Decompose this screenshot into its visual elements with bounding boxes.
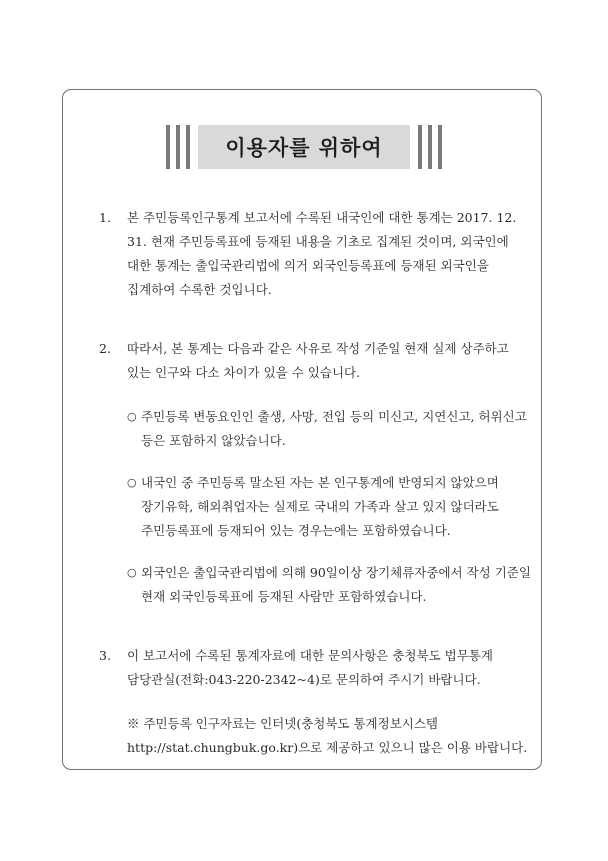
title-bar-stripe (428, 125, 432, 169)
bullet-text (141, 561, 531, 609)
notice-content (99, 206, 531, 795)
section-number: 2. (99, 341, 111, 356)
title-bar-stripe (438, 125, 442, 169)
section-text (127, 644, 528, 760)
text-line: 주민등록표에 등재되어 있는 경우는에는 포함하였습니다. (141, 523, 451, 538)
text-line: 장기유학, 해외취업자는 실제로 국내의 가족과 살고 있지 않더라도 (141, 499, 499, 514)
section-text (127, 337, 531, 609)
section-1 (99, 206, 519, 302)
title-bar-stripe (166, 125, 170, 169)
section-number: 3. (99, 648, 111, 663)
text-line: 본 주민등록인구통계 보고서에 수록된 내국인에 대한 통계는 2017. 12. (127, 210, 517, 225)
circle-bullet-icon: ○ (127, 566, 137, 579)
text-line: 등은 포함하지 않았습니다. (141, 433, 286, 448)
bullet-item (127, 561, 531, 609)
text-line: 따라서, 본 통계는 다음과 같은 사유로 작성 기준일 현재 실제 상주하고 (127, 341, 509, 356)
section-number: 1. (99, 210, 111, 225)
text-line: 대한 통계는 출입국관리법에 의거 외국인등록표에 등재된 외국인을 (127, 258, 489, 273)
text-line: 현재 외국인등록표에 등재된 사람만 포함하였습니다. (141, 589, 427, 604)
title-bar-stripe (418, 125, 422, 169)
page-title: 이용자를 위하여 (198, 125, 410, 169)
text-line: 외국인은 출입국관리법에 의해 90일이상 장기체류자중에서 작성 기준일 (141, 565, 531, 580)
text-line: 집계하여 수록한 것입니다. (127, 282, 272, 297)
text-line: 있는 인구와 다소 차이가 있을 수 있습니다. (127, 365, 361, 380)
text-line: 주민등록 변동요인인 출생, 사망, 전입 등의 미신고, 지연신고, 허위신고 (141, 409, 527, 424)
text-line: http://stat.chungbuk.go.kr)으로 제공하고 있으니 많은 이용 바랍니다. (127, 740, 528, 755)
circle-bullet-icon: ○ (127, 410, 137, 423)
text-line: 31. 현재 주민등록표에 등재된 내용을 기초로 집계된 것이며, 외국인에 (127, 234, 509, 249)
section-text (127, 206, 519, 302)
title-bar-stripe (176, 125, 180, 169)
bullet-text (141, 405, 527, 453)
bullet-text (141, 471, 519, 543)
text-line: 내국인 중 주민등록 말소된 자는 본 인구통계에 반영되지 않았으며 (141, 475, 499, 490)
text-line: 이 보고서에 수록된 통계자료에 대한 문의사항은 충청북도 법무통계 (127, 648, 493, 663)
section-3 (99, 644, 528, 760)
title-bar-stripe (186, 125, 190, 169)
title-banner (166, 125, 442, 169)
bullet-item (127, 405, 527, 453)
reference-note (127, 712, 528, 760)
text-line: 담당관실(전화:043-220-2342~4)로 문의하여 주시기 바랍니다. (127, 672, 481, 687)
section-2 (99, 337, 531, 609)
circle-bullet-icon: ○ (127, 476, 137, 489)
text-line: ※ 주민등록 인구자료는 인터넷(충청북도 통계정보시스템 (127, 716, 438, 731)
bullet-item (127, 471, 519, 543)
